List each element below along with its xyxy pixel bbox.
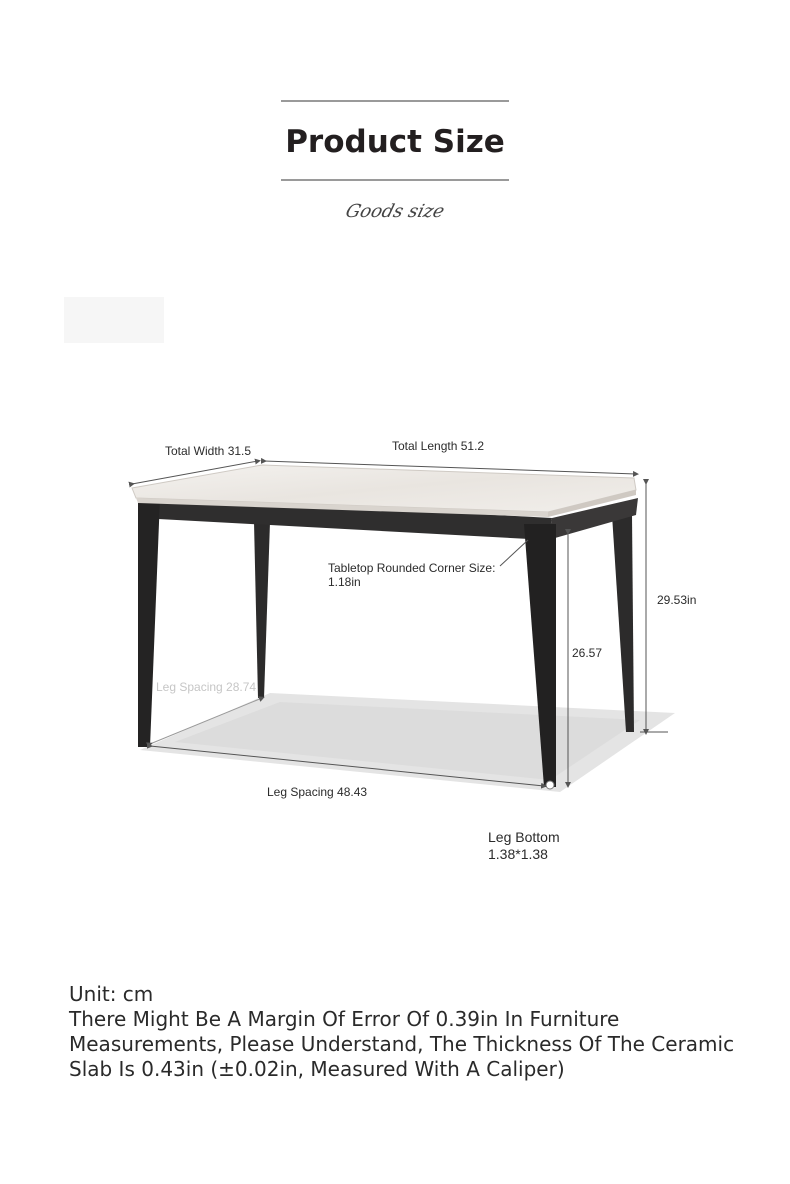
title-rule-top <box>281 100 509 102</box>
script-subtitle: Goods size <box>343 201 447 222</box>
leg-bottom-label-line2: 1.38*1.38 <box>488 846 548 862</box>
title-rule-bottom <box>281 179 509 181</box>
back-left-leg <box>254 522 270 698</box>
front-left-leg <box>138 498 160 747</box>
notes-section <box>69 981 769 1082</box>
page-title: Product Size <box>285 124 505 160</box>
disclaimer-text: There Might Be A Margin Of Error Of 0.39in In Furniture Measurements, Please Understand, The Thickness Of The Ceramic Slab Is 0.43in (±0.02in, Measured With A Caliper) <box>69 1007 735 1081</box>
leg-spacing-long-label: Leg Spacing 48.43 <box>267 785 368 799</box>
leg-spacing-short-label: Leg Spacing 28.74 <box>156 680 257 694</box>
corner-callout-line <box>500 540 528 566</box>
table-dimension-diagram <box>0 420 790 880</box>
table-illustration <box>0 420 790 880</box>
faint-watermark-box <box>64 297 164 343</box>
leg-height-label: 26.57 <box>572 646 603 660</box>
corner-size-label-line1: Tabletop Rounded Corner Size: <box>328 561 496 575</box>
total-width-label: Total Width 31.5 <box>165 444 252 458</box>
back-right-leg <box>612 515 634 732</box>
total-length-label: Total Length 51.2 <box>392 439 485 453</box>
leg-bottom-dot <box>546 781 554 789</box>
corner-size-label-line2: 1.18in <box>328 575 361 589</box>
total-height-label: 29.53in <box>657 593 697 607</box>
unit-text: Unit: cm <box>69 982 154 1006</box>
leg-bottom-label-line1: Leg Bottom <box>488 829 560 845</box>
